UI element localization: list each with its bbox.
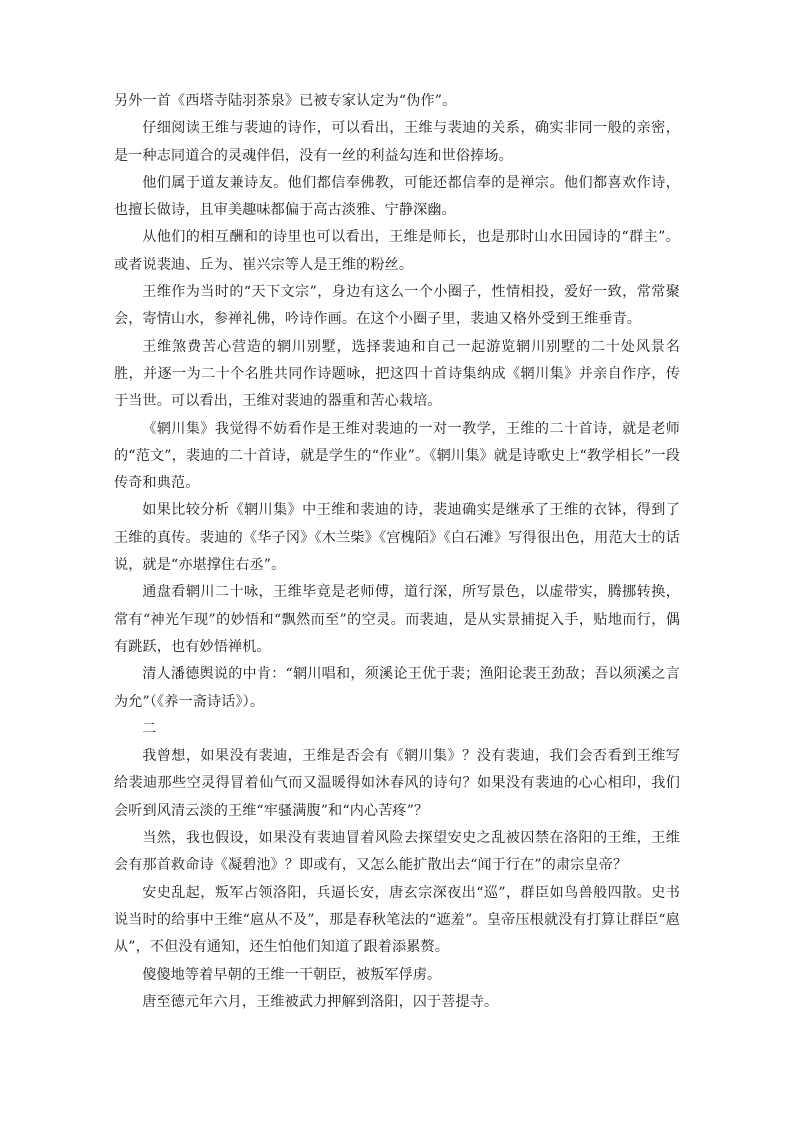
- paragraph: 《辋川集》我觉得不妨看作是王维对裴迪的一对一教学，王维的二十首诗，就是老师的“范文”，裴迪的二十首诗，就是学生的“作业”。《辋川集》就是诗歌史上“教学相长”一段传奇和典范。: [114, 420, 680, 492]
- paragraph: 清人潘德舆说的中肯：“辋川唱和，须溪论王优于裴；渔阳论裴王劲敌；吾以须溪之言为允”（《养一斋诗话》）。: [114, 666, 680, 710]
- paragraph: 另外一首《西塔寺陆羽茶泉》已被专家认定为“伪作”。: [114, 93, 457, 109]
- paragraph: 他们属于道友兼诗友。他们都信奉佛教，可能还都信奉的是禅宗。他们都喜欢作诗，也擅长做诗，且审美趣味都偏于高古淡雅、宁静深幽。: [114, 174, 680, 219]
- paragraph: 王维煞费苦心营造的辋川别墅，选择裴迪和自己一起游览辋川别墅的二十处风景名胜，并逐一为二十个名胜共同作诗题咏，把这四十首诗集纳成《辋川集》并亲自作序，传于当世。可以看出，王维对裴迪的器重和苦心栽培。: [114, 338, 680, 410]
- paragraph: 当然，我也假设，如果没有裴迪冒着风险去探望安史之乱被囚禁在洛阳的王维，王维会有那首救命诗《凝碧池》？即或有，又怎么能扩散出去“闻于行在”的肃宗皇帝？: [114, 830, 680, 874]
- paragraph: 唐至德元年六月，王维被武力押解到洛阳，囚于菩提寺。: [142, 993, 499, 1010]
- paragraph: 如果比较分析《辋川集》中王维和裴迪的诗，裴迪确实是继承了王维的衣钵，得到了王维的真传。裴迪的《华子冈》《木兰柴》《宫槐陌》《白石滩》写得很出色，用范大士的话说，就是“亦堪撑住右丞”。: [114, 502, 680, 574]
- paragraph: 我曾想，如果没有裴迪，王维是否会有《辋川集》？没有裴迪，我们会否看到王维写给裴迪那些空灵得冒着仙气而又温暖得如沐春风的诗句？如果没有裴迪的心心相印，我们会听到风清云淡的王维“牢骚满腹”和“内心苦疼”？: [114, 748, 680, 819]
- paragraph: 通盘看辋川二十咏，王维毕竟是老师傅，道行深，所写景色，以虚带实，腾挪转换，常有“神光乍现”的妙悟和“飘然而至”的空灵。而裴迪，是从实景捕捉入手，贴地而行，偶有跳跃，也有妙悟禅机。: [114, 584, 680, 655]
- paragraph: 安史乱起，叛军占领洛阳，兵逼长安，唐玄宗深夜出“巡”，群臣如鸟兽般四散。史书说当时的给事中王维“扈从不及”，那是春秋笔法的“遮羞”。皇帝压根就没有打算让群臣“扈从”，不但没有通知，还生怕他们知道了跟着添累赘。: [114, 884, 680, 956]
- paragraph: 傻傻地等着早朝的王维一干朝臣，被叛军俘虏。: [142, 966, 442, 983]
- paragraph: 仔细阅读王维与裴迪的诗作，可以看出，王维与裴迪的关系，确实非同一般的亲密，是一种志同道合的灵魂伴侣，没有一丝的利益勾连和世俗捧场。: [114, 120, 680, 164]
- paragraph: 王维作为当时的“天下文宗”，身边有这么一个小圈子，性情相投，爱好一致，常常聚会，寄情山水，参禅礼佛，吟诗作画。在这个小圈子里，裴迪又格外受到王维垂青。: [114, 284, 680, 328]
- document-page: [114, 88, 680, 1016]
- section-number: 二: [142, 720, 157, 737]
- paragraph: 从他们的相互酬和的诗里也可以看出，王维是师长，也是那时山水田园诗的“群主”。或者说裴迪、丘为、崔兴宗等人是王维的粉丝。: [114, 229, 680, 273]
